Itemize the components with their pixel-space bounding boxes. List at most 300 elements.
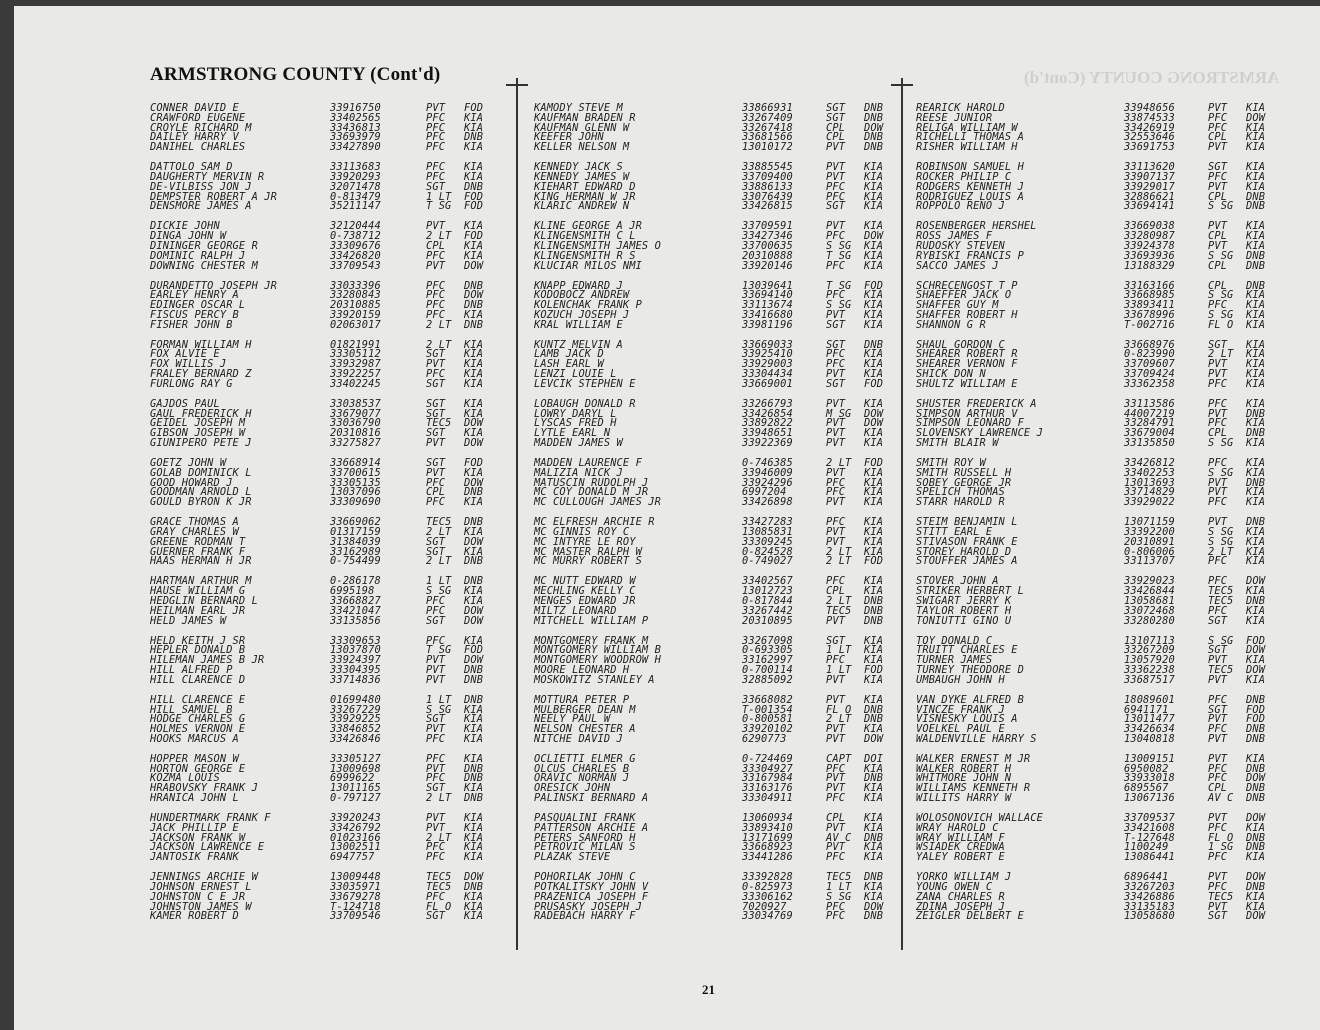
soldier-name: SLOVENSKY LAWRENCE J xyxy=(916,427,1043,440)
status: DNB xyxy=(1246,782,1266,795)
status: DNB xyxy=(1246,407,1266,420)
rank: PVT xyxy=(426,437,446,450)
soldier-name: GRAY CHARLES W xyxy=(150,526,239,538)
status: DNB xyxy=(1246,732,1266,745)
service-number: 32553646 xyxy=(1124,131,1175,144)
soldier-name: TONIUTTI GINO U xyxy=(916,614,1012,627)
soldier-name: KLINGENSMITH JAMES O xyxy=(534,239,661,252)
service-number: 33693936 xyxy=(1124,249,1175,262)
soldier-name: HILL SAMUEL B xyxy=(150,703,233,716)
soldier-name: PETROVIC MILAN S xyxy=(534,841,636,854)
soldier-name: HOLMES VERNON E xyxy=(150,723,246,736)
soldier-name: SWIGART JERRY K xyxy=(916,594,1012,607)
status: DNB xyxy=(1246,594,1266,607)
status: DNB xyxy=(464,516,484,529)
service-number: 33929022 xyxy=(1124,496,1175,509)
status: DNB xyxy=(1246,762,1266,775)
rank: SGT xyxy=(426,713,446,726)
soldier-name: JOHNSTON JAMES W xyxy=(150,900,252,913)
rank: SGT xyxy=(426,348,446,361)
soldier-name: LOBAUGH DONALD R xyxy=(534,397,636,410)
service-number: 33691753 xyxy=(1124,141,1175,154)
service-number: 31384039 xyxy=(330,535,381,548)
soldier-name: MC NUTT EDWARD W xyxy=(534,575,636,588)
soldier-name: LOWRY DARYL L xyxy=(534,407,617,420)
soldier-name: PALINSKI BERNARD A xyxy=(534,792,649,805)
rank: 1 LT xyxy=(826,663,852,676)
soldier-name: HELD KEITH J SR xyxy=(150,634,246,647)
status: KIA xyxy=(1246,239,1266,252)
soldier-name: RODGERS KENNETH J xyxy=(916,180,1024,193)
status: FOD xyxy=(864,555,884,568)
rank: 2 LT xyxy=(826,713,852,726)
service-number: 33135183 xyxy=(1124,900,1175,913)
service-number: 33668985 xyxy=(1124,289,1175,302)
service-number: 33441286 xyxy=(742,851,793,864)
rank: PVT xyxy=(1208,486,1228,499)
service-number: 33929023 xyxy=(1124,575,1175,588)
rank: PVT xyxy=(826,673,846,686)
rank: PVT xyxy=(826,732,846,745)
status: DNB xyxy=(864,594,884,607)
status: KIA xyxy=(864,190,884,203)
status: FOD xyxy=(1246,634,1266,647)
status: DNB xyxy=(464,318,484,331)
soldier-name: GIUNIPERO PETE J xyxy=(150,437,252,450)
service-number: 33309245 xyxy=(742,535,793,548)
soldier-name: FORMAN WILLIAM H xyxy=(150,338,252,351)
service-number: 33916750 xyxy=(330,102,381,114)
service-number: 33924378 xyxy=(1124,239,1175,252)
status: KIA xyxy=(864,723,884,736)
status: KIA xyxy=(864,851,884,864)
service-number: 33426854 xyxy=(742,407,793,420)
soldier-name: JACKSON LAWRENCE E xyxy=(150,841,265,854)
rank: PVT xyxy=(826,417,846,430)
service-number: 33362238 xyxy=(1124,663,1175,676)
soldier-name: SHULTZ WILLIAM E xyxy=(916,377,1018,390)
status: KIA xyxy=(864,161,884,174)
service-number: 33925410 xyxy=(742,348,793,361)
service-number: 33678996 xyxy=(1124,308,1175,321)
soldier-name: CRAWFORD EUGENE xyxy=(150,111,246,124)
status: KIA xyxy=(464,308,484,321)
service-number: 33163166 xyxy=(1124,279,1175,292)
service-number: 33284791 xyxy=(1124,417,1175,430)
soldier-name: KAUFMAN GLENN W xyxy=(534,121,630,134)
status: KIA xyxy=(1246,535,1266,548)
soldier-name: HILL ALFRED P xyxy=(150,663,233,676)
rank: T SG xyxy=(426,644,452,657)
service-number: 33700635 xyxy=(742,239,793,252)
rank: PFC xyxy=(1208,555,1228,568)
status: KIA xyxy=(464,812,484,825)
status: DOW xyxy=(864,732,884,745)
status: KIA xyxy=(864,545,884,558)
soldier-name: HAAS HERMAN H JR xyxy=(150,555,252,568)
rank: SGT xyxy=(826,102,846,114)
service-number: 33072468 xyxy=(1124,604,1175,617)
rank: S SG xyxy=(1208,249,1234,262)
service-number: 33162997 xyxy=(742,654,793,667)
status: DNB xyxy=(1246,476,1266,489)
status: DOW xyxy=(464,604,484,617)
soldier-name: JACK PHILLIP E xyxy=(150,821,239,834)
status: KIA xyxy=(1246,555,1266,568)
rank: PFC xyxy=(1208,121,1228,134)
rank: S SG xyxy=(826,239,852,252)
status: DOW xyxy=(864,900,884,913)
service-number: 20310895 xyxy=(742,614,793,627)
service-number: 6950082 xyxy=(1124,762,1169,775)
service-number: 13058680 xyxy=(1124,910,1175,923)
status: KIA xyxy=(1246,397,1266,410)
rank: 1 SG xyxy=(1208,841,1234,854)
soldier-name: ORESICK JOHN xyxy=(534,782,611,795)
service-number: 33948651 xyxy=(742,427,793,440)
service-number: 13009698 xyxy=(330,762,381,775)
status: DOI xyxy=(864,752,884,765)
service-number: 13058681 xyxy=(1124,594,1175,607)
status: DNB xyxy=(1246,723,1266,736)
soldier-name: SCHRECENGOST T P xyxy=(916,279,1018,292)
rank: PVT xyxy=(1208,368,1228,381)
service-number: 33885545 xyxy=(742,161,793,174)
status: DNB xyxy=(464,131,484,144)
rank: 2 LT xyxy=(1208,348,1234,361)
soldier-name: POHORILAK JOHN C xyxy=(534,871,636,884)
status: KIA xyxy=(1246,585,1266,598)
rank: CPL xyxy=(826,585,846,598)
soldier-name: MOSKOWITZ STANLEY A xyxy=(534,673,655,686)
rank: PFC xyxy=(826,358,846,371)
rank: SGT xyxy=(826,318,846,331)
soldier-name: KOZMA LOUIS xyxy=(150,772,220,785)
page-number: 21 xyxy=(702,982,715,997)
status: DOW xyxy=(464,476,484,489)
soldier-name: GOULD BYRON K JR xyxy=(150,496,252,509)
rank: PFC xyxy=(1208,762,1228,775)
soldier-name: DEMPSTER ROBERT A JR xyxy=(150,190,277,203)
soldier-name: WRAY HAROLD C xyxy=(916,821,999,834)
rank: PFC xyxy=(426,161,446,174)
status: DNB xyxy=(864,831,884,844)
status: KIA xyxy=(1246,358,1266,371)
soldier-name: SIMPSON ARTHUR V xyxy=(916,407,1018,420)
service-number: 33426634 xyxy=(1124,723,1175,736)
status: KIA xyxy=(464,220,484,233)
service-number: 35211147 xyxy=(330,200,381,213)
status: KIA xyxy=(1246,368,1266,381)
soldier-name: HRANICA JOHN L xyxy=(150,792,239,805)
status: KIA xyxy=(464,249,484,262)
status: DOW xyxy=(864,230,884,243)
soldier-name: REARICK HAROLD xyxy=(916,102,1005,114)
status: DNB xyxy=(1246,190,1266,203)
service-number: 0-806006 xyxy=(1124,545,1175,558)
rank: PFC xyxy=(426,851,446,864)
rank: SGT xyxy=(1208,161,1228,174)
status: DNB xyxy=(464,663,484,676)
service-number: 33038537 xyxy=(330,397,381,410)
service-number: 33421608 xyxy=(1124,821,1175,834)
status: KIA xyxy=(464,851,484,864)
rank: PFC xyxy=(826,289,846,302)
service-number: 33135850 xyxy=(1124,437,1175,450)
rank: PFC xyxy=(826,348,846,361)
service-number: 33920293 xyxy=(330,170,381,183)
service-number: 33036790 xyxy=(330,417,381,430)
service-number: 33427890 xyxy=(330,141,381,154)
service-number: 33669001 xyxy=(742,377,793,390)
rank: PFC xyxy=(426,299,446,312)
rank: S SG xyxy=(826,890,852,903)
status: KIA xyxy=(864,693,884,706)
service-number: 33304927 xyxy=(742,762,793,775)
rank: FL O xyxy=(1208,831,1234,844)
service-number: 33426792 xyxy=(330,821,381,834)
service-number: 33275827 xyxy=(330,437,381,450)
status: KIA xyxy=(1246,417,1266,430)
service-number: 33392828 xyxy=(742,871,793,884)
soldier-name: PATTERSON ARCHIE A xyxy=(534,821,649,834)
service-number: T-124718 xyxy=(330,900,381,913)
rank: PVT xyxy=(826,782,846,795)
soldier-name: SHAFFER GUY M xyxy=(916,299,999,312)
soldier-name: STOUFFER JAMES A xyxy=(916,555,1018,568)
rank: 2 LT xyxy=(426,318,452,331)
service-number: 33034769 xyxy=(742,910,793,923)
soldier-name: KNAPP EDWARD J xyxy=(534,279,623,292)
service-number: 20310888 xyxy=(742,249,793,262)
soldier-name: SHEARER VERNON F xyxy=(916,358,1018,371)
service-number: 13010172 xyxy=(742,141,793,154)
soldier-name: STEIM BENJAMIN L xyxy=(916,516,1018,529)
status: KIA xyxy=(864,397,884,410)
status: KIA xyxy=(464,170,484,183)
soldier-name: GOETZ JOHN W xyxy=(150,457,227,470)
rank: 2 LT xyxy=(426,792,452,805)
rank: SGT xyxy=(826,111,846,124)
service-number: 13013693 xyxy=(1124,476,1175,489)
soldier-name: SHAEFFER JACK O xyxy=(916,289,1012,302)
soldier-name: LEVCIK STEPHEN E xyxy=(534,377,636,390)
soldier-name: MILTZ LEONARD xyxy=(534,604,617,617)
rank: PFC xyxy=(1208,723,1228,736)
rank: PVT xyxy=(1208,102,1228,114)
soldier-name: HOPPER MASON W xyxy=(150,752,239,765)
soldier-name: STITT EARL E xyxy=(916,526,993,538)
soldier-name: WILLIAMS KENNETH R xyxy=(916,782,1031,795)
service-number: 33267203 xyxy=(1124,881,1175,894)
rank: CPL xyxy=(1208,190,1228,203)
rank: AV C xyxy=(826,831,852,844)
soldier-name: SIMPSON LEONARD F xyxy=(916,417,1024,430)
service-number: 13040818 xyxy=(1124,732,1175,745)
soldier-name: LYSCAS FRED H xyxy=(534,417,617,430)
soldier-name: RODRIGUEZ LOUIS A xyxy=(916,190,1024,203)
status: DNB xyxy=(864,141,884,154)
soldier-name: STARR HAROLD R xyxy=(916,496,1005,509)
service-number: 0-817844 xyxy=(742,594,793,607)
status: KIA xyxy=(464,111,484,124)
soldier-name: KLINGENSMITH R S xyxy=(534,249,636,262)
rank: PFC xyxy=(426,772,446,785)
service-number: 33924296 xyxy=(742,476,793,489)
status: FOD xyxy=(464,644,484,657)
soldier-name: GEIDEL JOSEPH M xyxy=(150,417,246,430)
service-number: 0-746385 xyxy=(742,457,793,470)
status: DOW xyxy=(464,289,484,302)
soldier-name: NELSON CHESTER A xyxy=(534,723,636,736)
status: KIA xyxy=(1246,141,1266,154)
soldier-name: MENGES EDWARD JR xyxy=(534,594,636,607)
soldier-name: GIBSON JOSEPH W xyxy=(150,427,246,440)
service-number: 6941171 xyxy=(1124,703,1169,716)
service-number: 33113674 xyxy=(742,299,793,312)
rank: TEC5 xyxy=(826,871,852,884)
soldier-name: HILL CLARENCE E xyxy=(150,693,246,706)
rank: PFC xyxy=(1208,111,1228,124)
soldier-name: MULBERGER DEAN M xyxy=(534,703,636,716)
status: DOW xyxy=(464,437,484,450)
service-number: 33920243 xyxy=(330,812,381,825)
status: DOW xyxy=(464,871,484,884)
soldier-name: TRUITT CHARLES E xyxy=(916,644,1018,657)
status: DNB xyxy=(464,555,484,568)
service-number: 33893411 xyxy=(1124,299,1175,312)
rank: PVT xyxy=(826,526,846,538)
status: DNB xyxy=(1246,881,1266,894)
service-number: 33932987 xyxy=(330,358,381,371)
status: KIA xyxy=(464,526,484,538)
rank: T SG xyxy=(426,200,452,213)
service-number: 6997204 xyxy=(742,486,787,499)
rank: PFC xyxy=(426,476,446,489)
service-number: 33679278 xyxy=(330,890,381,903)
status: KIA xyxy=(464,723,484,736)
rank: CPL xyxy=(1208,782,1228,795)
soldier-name: GOOD HOWARD J xyxy=(150,476,233,489)
service-number: 33280280 xyxy=(1124,614,1175,627)
status: DNB xyxy=(464,180,484,193)
soldier-name: GUERNER FRANK F xyxy=(150,545,246,558)
status: FOD xyxy=(464,457,484,470)
status: KIA xyxy=(464,358,484,371)
rank: PVT xyxy=(426,102,446,114)
rank: PFC xyxy=(1208,693,1228,706)
service-number: 13057920 xyxy=(1124,654,1175,667)
rank: PVT xyxy=(826,397,846,410)
rank: 2 LT xyxy=(426,526,452,538)
status: DNB xyxy=(1246,516,1266,529)
soldier-name: SHAUL GORDON C xyxy=(916,338,1005,351)
rank: PFC xyxy=(1208,881,1228,894)
status: DNB xyxy=(864,604,884,617)
service-number: 33893410 xyxy=(742,821,793,834)
rank: CPL xyxy=(426,486,446,499)
service-number: 13039641 xyxy=(742,279,793,292)
rank: FL O xyxy=(1208,318,1234,331)
status: KIA xyxy=(1246,348,1266,361)
status: FOD xyxy=(864,663,884,676)
rank: PFC xyxy=(826,190,846,203)
rank: TEC5 xyxy=(426,871,452,884)
soldier-name: WHITMORE JOHN N xyxy=(916,772,1012,785)
rank: PFC xyxy=(826,910,846,923)
rank: PVT xyxy=(826,368,846,381)
rank: PVT xyxy=(826,535,846,548)
rank: SGT xyxy=(426,910,446,923)
service-number: 33280987 xyxy=(1124,230,1175,243)
status: DNB xyxy=(464,575,484,588)
soldier-name: FOX WILLIS J xyxy=(150,358,227,371)
service-number: 33113683 xyxy=(330,161,381,174)
service-number: 32885092 xyxy=(742,673,793,686)
rank: CPL xyxy=(1208,131,1228,144)
status: KIA xyxy=(864,812,884,825)
rank: PVT xyxy=(1208,900,1228,913)
soldier-name: FISHER JOHN B xyxy=(150,318,233,331)
rank: SGT xyxy=(426,427,446,440)
soldier-name: TAYLOR ROBERT H xyxy=(916,604,1012,617)
rank: S SG xyxy=(426,585,452,598)
service-number: 33267229 xyxy=(330,703,381,716)
service-number: 33392200 xyxy=(1124,526,1175,538)
service-number: 33035971 xyxy=(330,881,381,894)
service-number: 33305127 xyxy=(330,752,381,765)
service-number: 33426815 xyxy=(742,200,793,213)
status: KIA xyxy=(1246,614,1266,627)
rank: PVT xyxy=(1208,871,1228,884)
status: KIA xyxy=(864,170,884,183)
soldier-name: OCLIETTI ELMER G xyxy=(534,752,636,765)
rank: SGT xyxy=(826,634,846,647)
rank: T SG xyxy=(826,279,852,292)
status: KIA xyxy=(1246,170,1266,183)
soldier-name: MECHLING KELLY C xyxy=(534,585,636,598)
rank: PFC xyxy=(1208,851,1228,864)
rank: S SG xyxy=(1208,526,1234,538)
rank: PFC xyxy=(426,131,446,144)
rank: PFC xyxy=(426,594,446,607)
rank: PVT xyxy=(426,812,446,825)
service-number: 33709607 xyxy=(1124,358,1175,371)
service-number: 33669033 xyxy=(742,338,793,351)
rank: CPL xyxy=(1208,230,1228,243)
soldier-name: KAMODY STEVE M xyxy=(534,102,623,114)
soldier-name: KAUFMAN BRADEN R xyxy=(534,111,636,124)
soldier-name: WALKER ERNEST M JR xyxy=(916,752,1031,765)
status: DNB xyxy=(864,713,884,726)
rank: 1 LT xyxy=(826,881,852,894)
status: KIA xyxy=(864,437,884,450)
status: DNB xyxy=(464,762,484,775)
rank: PVT xyxy=(1208,239,1228,252)
service-number: 33874533 xyxy=(1124,111,1175,124)
status: FOD xyxy=(864,457,884,470)
soldier-name: HUNDERTMARK FRANK F xyxy=(150,812,271,825)
soldier-name: MADDEN LAURENCE F xyxy=(534,457,642,470)
service-number: 33033396 xyxy=(330,279,381,292)
soldier-name: GOLAB DOMINICK L xyxy=(150,466,252,479)
status: KIA xyxy=(1246,230,1266,243)
soldier-name: GOODMAN ARNOLD L xyxy=(150,486,252,499)
rank: PVT xyxy=(1208,358,1228,371)
soldier-name: DURANDETTO JOSEPH JR xyxy=(150,279,277,292)
soldier-name: KLINGENSMITH C L xyxy=(534,230,636,243)
status: KIA xyxy=(464,782,484,795)
